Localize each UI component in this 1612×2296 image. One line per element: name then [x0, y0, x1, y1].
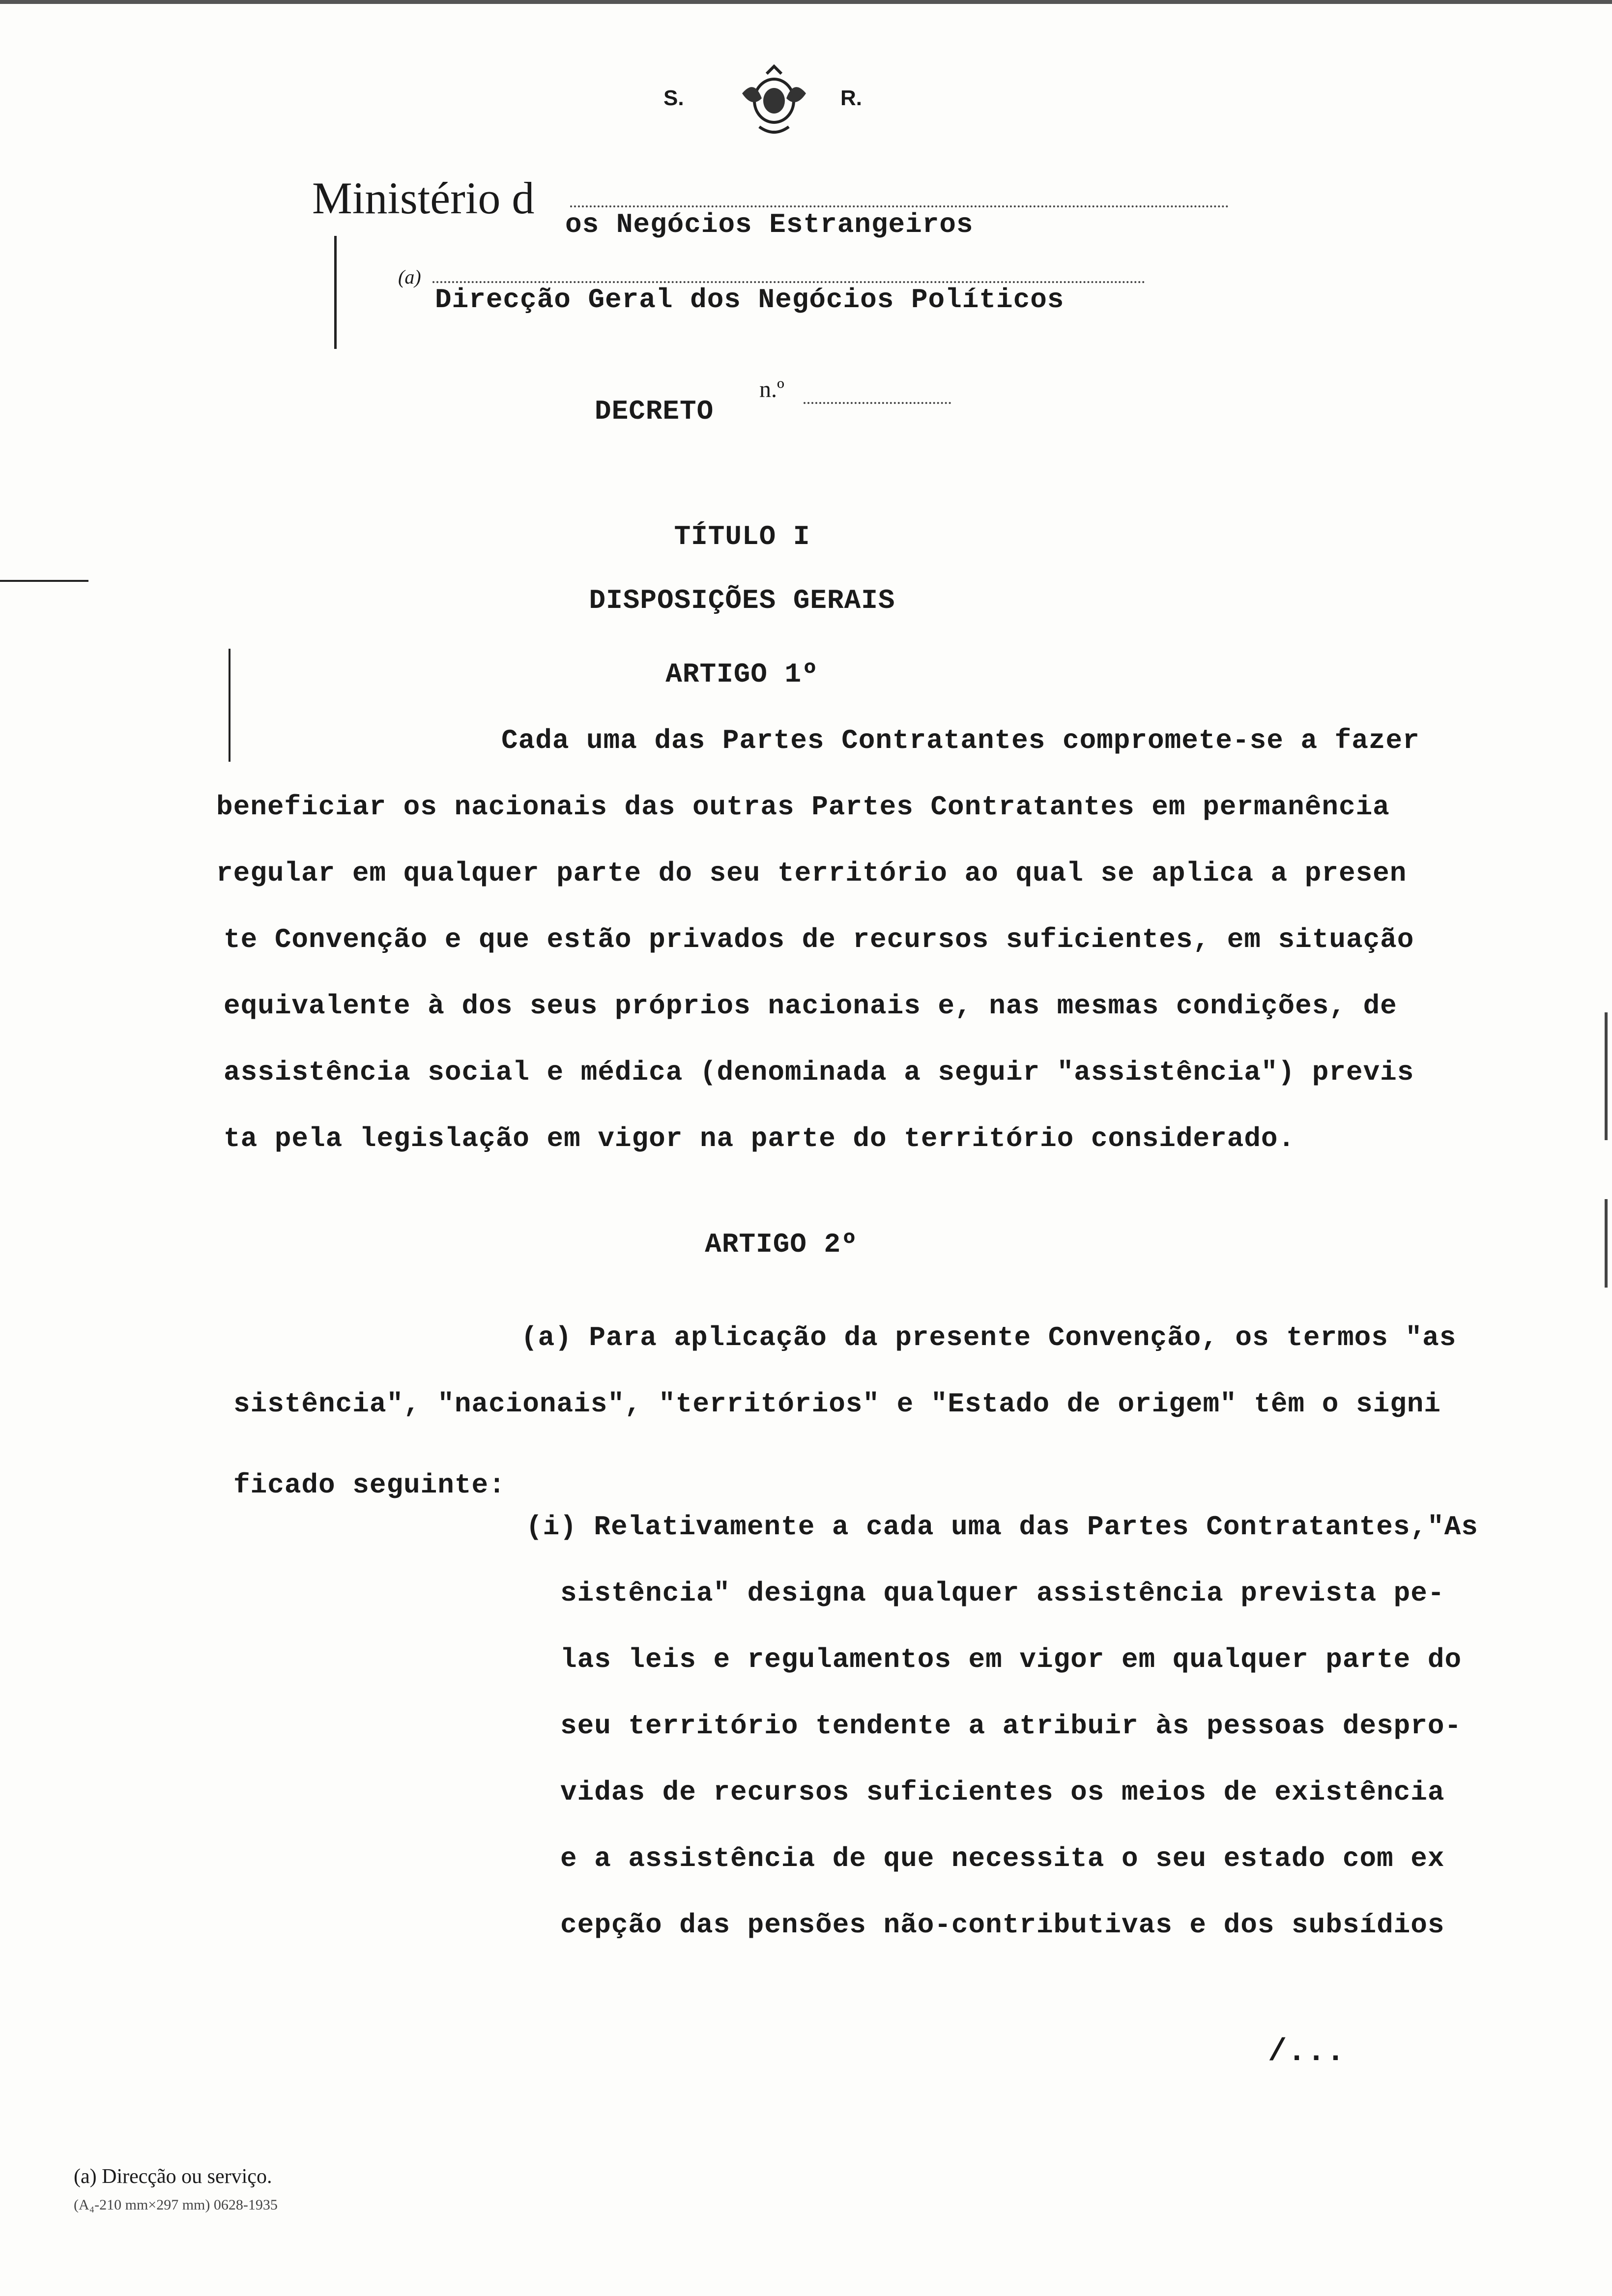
article2-item-line: vidas de recursos suficientes os meios de existência: [560, 1777, 1445, 1808]
header-left-letter: S.: [663, 86, 684, 110]
ministry-value: os Negócios Estrangeiros: [565, 209, 974, 240]
ministry-label: Ministério d: [312, 173, 535, 223]
article1-line: ta pela legislação em vigor na parte do território considerado.: [224, 1123, 1295, 1154]
article1-line: te Convenção e que estão privados de recursos suficientes, em situação: [224, 924, 1414, 955]
article2-item-line: sistência" designa qualquer assistência prevista pe-: [560, 1578, 1445, 1609]
service-marker: (a): [398, 266, 421, 288]
article2-item-line: (i) Relativamente a cada uma das Partes Contratantes,"As: [526, 1511, 1478, 1543]
right-edge-mark: [1605, 1012, 1608, 1140]
margin-mark-line: [334, 236, 337, 349]
article2-item-line: seu território tendente a atribuir às pessoas despro-: [560, 1710, 1462, 1742]
article1-line: regular em qualquer parte do seu território ao qual se aplica a presen: [216, 858, 1407, 889]
article1-heading: ARTIGO 1º: [665, 659, 819, 690]
coat-of-arms-emblem: [732, 64, 816, 143]
ministry-dotted-line: [570, 205, 1229, 207]
decree-number-label: n.º: [759, 376, 784, 402]
top-edge-line: [0, 0, 1612, 4]
section-heading: DISPOSIÇÕES GERAIS: [589, 585, 895, 616]
header-right-letter: R.: [840, 86, 862, 110]
margin-mark-line: [229, 649, 230, 762]
article2-item-line: las leis e regulamentos em vigor em qualquer parte do: [560, 1644, 1462, 1675]
service-dotted-line: [432, 281, 1145, 283]
article2-para-line: sistência", "nacionais", "territórios" e "Estado de origem" têm o signi: [233, 1388, 1441, 1420]
article1-line: assistência social e médica (denominada a seguir "assistência") previs: [224, 1057, 1414, 1088]
left-edge-dash: [0, 580, 88, 582]
decree-number-dotted-line: [804, 402, 951, 404]
article2-para-line: (a) Para aplicação da presente Convenção, os termos "as: [521, 1322, 1457, 1353]
decree-label: DECRETO: [595, 396, 714, 427]
article2-heading: ARTIGO 2º: [705, 1229, 858, 1260]
footer-note: (a) Direcção ou serviço.: [74, 2165, 272, 2188]
service-value: Direcção Geral dos Negócios Políticos: [435, 284, 1065, 316]
article2-item-line: cepção das pensões não-contributivas e dos subsídios: [560, 1909, 1445, 1941]
article1-line: Cada uma das Partes Contratantes compromete-se a fazer: [501, 725, 1420, 756]
continuation-mark: /...: [1268, 2035, 1346, 2070]
article1-line: equivalente à dos seus próprios nacionais e, nas mesmas condições, de: [224, 990, 1397, 1022]
article1-line: beneficiar os nacionais das outras Partes Contratantes em permanência: [216, 791, 1390, 823]
titulo-heading: TÍTULO I: [674, 521, 810, 552]
right-edge-mark: [1605, 1199, 1608, 1288]
article2-para-line: ficado seguinte:: [233, 1469, 506, 1501]
article2-item-line: e a assistência de que necessita o seu estado com ex: [560, 1843, 1445, 1874]
footer-form-code: (A₄-210 mm×297 mm) 0628-1935: [74, 2197, 278, 2213]
